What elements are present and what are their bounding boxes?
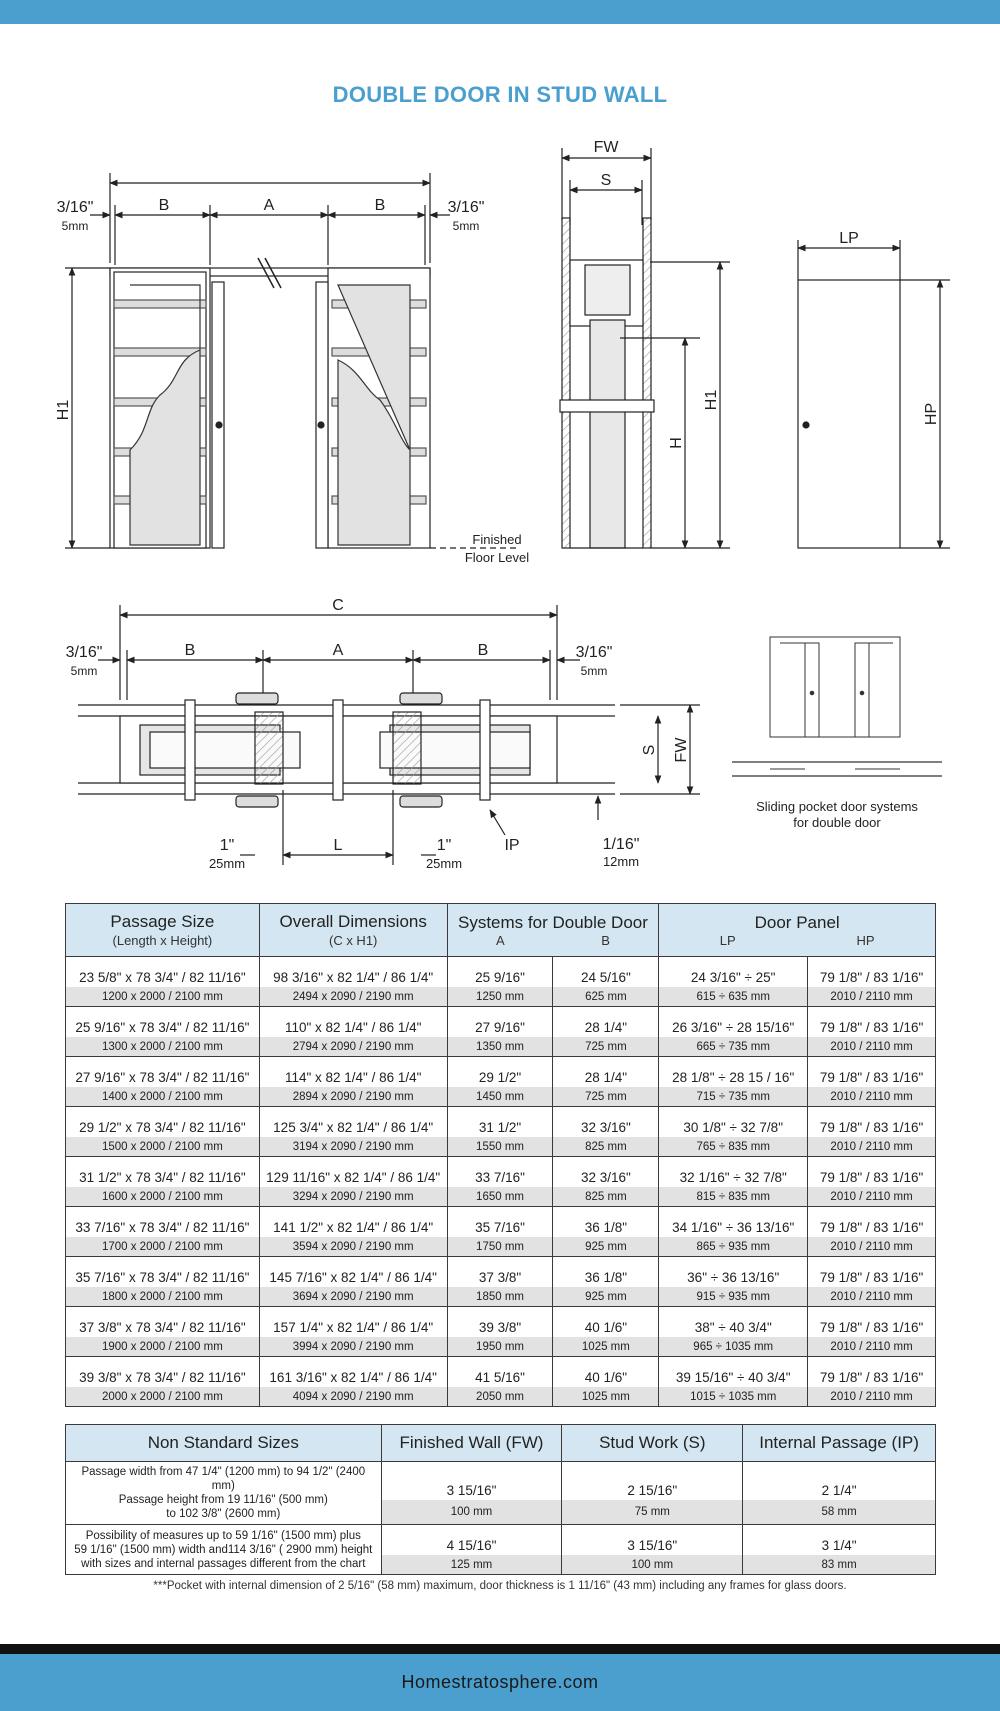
cell-b: 28 1/4" [553, 1057, 659, 1088]
cell-passage-mm: 1700 x 2000 / 2100 mm [66, 1237, 260, 1257]
footer-divider [0, 1644, 1000, 1654]
ns-fw-mm-2: 125 mm [381, 1555, 562, 1575]
cell-hp: 79 1/8" / 83 1/16" [808, 957, 936, 988]
cell-b: 36 1/8" [553, 1207, 659, 1238]
cell-a: 31 1/2" [447, 1107, 553, 1138]
cell-passage: 25 9/16" x 78 3/4" / 82 11/16" [66, 1007, 260, 1038]
spec-table [65, 903, 936, 1407]
cell-lp: 34 1/16" ÷ 36 13/16" [659, 1207, 808, 1238]
cell-lp: 28 1/8" ÷ 28 15 / 16" [659, 1057, 808, 1088]
cell-a-mm: 1350 mm [447, 1037, 553, 1057]
cell-lp-mm: 915 ÷ 935 mm [659, 1287, 808, 1307]
plan-a: A [332, 642, 344, 659]
cell-passage-mm: 1300 x 2000 / 2100 mm [66, 1037, 260, 1057]
plan-left-fraction: 3/16" [65, 644, 103, 661]
cell-passage-mm: 1900 x 2000 / 2100 mm [66, 1337, 260, 1357]
cell-passage-mm: 1500 x 2000 / 2100 mm [66, 1137, 260, 1157]
cell-hp-mm: 2010 / 2110 mm [808, 1337, 936, 1357]
cell-passage: 23 5/8" x 78 3/4" / 82 11/16" [66, 957, 260, 988]
cell-a: 29 1/2" [447, 1057, 553, 1088]
c-label: C [332, 597, 344, 614]
one-inch-left: 1" [219, 837, 235, 854]
cell-a-mm: 1850 mm [447, 1287, 553, 1307]
floor-line2: Floor Level [464, 550, 530, 565]
caption-line2: for double door [793, 815, 881, 830]
cell-a: 35 7/16" [447, 1207, 553, 1238]
left-mm: 5mm [61, 219, 89, 233]
floor-line1: Finished [472, 532, 522, 547]
cell-lp: 39 15/16" ÷ 40 3/4" [659, 1357, 808, 1388]
ns-desc-1: Passage width from 47 1/4" (1200 mm) to 94 1/2" (2400 mm) Passage height from 19 11/16" (500 mm) to 102 3/8" (2600 mm) [66, 1462, 382, 1525]
ns-ip-1: 2 1/4" [743, 1462, 936, 1500]
table-row-mm [66, 987, 936, 1007]
page-title: DOUBLE DOOR IN STUD WALL [332, 82, 668, 107]
l-label: L [333, 837, 343, 854]
cell-overall: 125 3/4" x 82 1/4" / 86 1/4" [259, 1107, 447, 1138]
table-row-mm [66, 1187, 936, 1207]
table-row [66, 1257, 936, 1288]
technical-drawings [0, 120, 1000, 900]
sixteenth-label: 1/16" [602, 836, 640, 853]
cell-lp-mm: 615 ÷ 635 mm [659, 987, 808, 1007]
table-row [66, 1157, 936, 1188]
table-row [66, 957, 936, 988]
cell-overall: 141 1/2" x 82 1/4" / 86 1/4" [259, 1207, 447, 1238]
table-row [66, 1207, 936, 1238]
double-door-thumbnail [732, 637, 942, 776]
footer-site-name[interactable]: Homestratosphere.com [0, 1654, 1000, 1711]
header-overall: Overall Dimensions (C x H1) [259, 904, 447, 957]
fw-label: FW [593, 139, 619, 156]
cell-hp-mm: 2010 / 2110 mm [808, 1087, 936, 1107]
cell-a: 27 9/16" [447, 1007, 553, 1038]
ip-label: IP [504, 837, 520, 854]
table-row [66, 1307, 936, 1338]
cell-overall: 161 3/16" x 82 1/4" / 86 1/4" [259, 1357, 447, 1388]
cell-passage: 37 3/8" x 78 3/4" / 82 11/16" [66, 1307, 260, 1338]
cell-passage: 29 1/2" x 78 3/4" / 82 11/16" [66, 1107, 260, 1138]
ns-header-fw: Finished Wall (FW) [381, 1425, 562, 1462]
section-h1-label: H1 [703, 389, 720, 411]
plan-s-label: S [641, 744, 658, 756]
cell-passage: 35 7/16" x 78 3/4" / 82 11/16" [66, 1257, 260, 1288]
table-row [66, 1357, 936, 1388]
table-row-mm [66, 1237, 936, 1257]
cell-b-mm: 825 mm [553, 1187, 659, 1207]
cell-lp-mm: 965 ÷ 1035 mm [659, 1337, 808, 1357]
cell-overall-mm: 4094 x 2090 / 2190 mm [259, 1387, 447, 1407]
cell-overall-mm: 3994 x 2090 / 2190 mm [259, 1337, 447, 1357]
cell-lp-mm: 765 ÷ 835 mm [659, 1137, 808, 1157]
table-row-mm [66, 1037, 936, 1057]
cell-lp-mm: 665 ÷ 735 mm [659, 1037, 808, 1057]
cell-passage-mm: 1400 x 2000 / 2100 mm [66, 1087, 260, 1107]
cell-passage: 39 3/8" x 78 3/4" / 82 11/16" [66, 1357, 260, 1388]
header-systems: Systems for Double Door A B [447, 904, 659, 957]
cell-hp-mm: 2010 / 2110 mm [808, 1037, 936, 1057]
mm12-label: 12mm [602, 854, 640, 869]
cell-overall-mm: 2794 x 2090 / 2190 mm [259, 1037, 447, 1057]
cell-hp: 79 1/8" / 83 1/16" [808, 1157, 936, 1188]
cell-hp-mm: 2010 / 2110 mm [808, 1287, 936, 1307]
cell-overall: 110" x 82 1/4" / 86 1/4" [259, 1007, 447, 1038]
right-fraction: 3/16" [447, 199, 485, 216]
plan-right-fraction: 3/16" [575, 644, 613, 661]
ns-ip-2: 3 1/4" [743, 1525, 936, 1556]
table-row [66, 1007, 936, 1038]
footnote: ***Pocket with internal dimension of 2 5/16" (58 mm) maximum, door thickness is 1 11/16" (43 mm) including any frames for glass doors. [153, 1580, 847, 1592]
thumbnail-caption [756, 799, 918, 830]
cell-lp: 30 1/8" ÷ 32 7/8" [659, 1107, 808, 1138]
a-label: A [263, 197, 275, 214]
cell-a: 41 5/16" [447, 1357, 553, 1388]
header-panel: Door Panel LP HP [659, 904, 936, 957]
table-row [66, 1107, 936, 1138]
table-row-mm [66, 1087, 936, 1107]
cell-a-mm: 1750 mm [447, 1237, 553, 1257]
mm25-right: 25mm [425, 856, 463, 871]
table-row-mm [66, 1387, 936, 1407]
plan-b-left: B [184, 642, 196, 659]
table-row [66, 1057, 936, 1088]
cell-hp: 79 1/8" / 83 1/16" [808, 1307, 936, 1338]
cell-overall: 129 11/16" x 82 1/4" / 86 1/4" [259, 1157, 447, 1188]
cell-passage-mm: 1600 x 2000 / 2100 mm [66, 1187, 260, 1207]
ns-ip-mm-1: 58 mm [743, 1500, 936, 1525]
cell-b: 40 1/6" [553, 1357, 659, 1388]
ns-s-1: 2 15/16" [562, 1462, 743, 1500]
cell-b-mm: 825 mm [553, 1137, 659, 1157]
cell-b-mm: 1025 mm [553, 1387, 659, 1407]
cell-hp: 79 1/8" / 83 1/16" [808, 1207, 936, 1238]
section-view [560, 148, 730, 548]
cell-overall: 98 3/16" x 82 1/4" / 86 1/4" [259, 957, 447, 988]
top-accent-bar [0, 0, 1000, 24]
cell-lp: 36" ÷ 36 13/16" [659, 1257, 808, 1288]
cell-a-mm: 2050 mm [447, 1387, 553, 1407]
cell-lp: 32 1/16" ÷ 32 7/8" [659, 1157, 808, 1188]
cell-overall: 157 1/4" x 82 1/4" / 86 1/4" [259, 1307, 447, 1338]
cell-b-mm: 1025 mm [553, 1337, 659, 1357]
cell-passage-mm: 1800 x 2000 / 2100 mm [66, 1287, 260, 1307]
cell-lp-mm: 815 ÷ 835 mm [659, 1187, 808, 1207]
table-row-mm [66, 1337, 936, 1357]
cell-a-mm: 1550 mm [447, 1137, 553, 1157]
cell-lp-mm: 865 ÷ 935 mm [659, 1237, 808, 1257]
cell-overall-mm: 3694 x 2090 / 2190 mm [259, 1287, 447, 1307]
cell-hp-mm: 2010 / 2110 mm [808, 1137, 936, 1157]
caption-line1: Sliding pocket door systems [756, 799, 918, 814]
h-label: H [668, 437, 685, 449]
cell-a-mm: 1650 mm [447, 1187, 553, 1207]
cell-overall-mm: 2494 x 2090 / 2190 mm [259, 987, 447, 1007]
cell-lp: 26 3/16" ÷ 28 15/16" [659, 1007, 808, 1038]
cell-b: 32 3/16" [553, 1107, 659, 1138]
cell-hp: 79 1/8" / 83 1/16" [808, 1257, 936, 1288]
lp-label: LP [839, 230, 859, 247]
cell-b: 24 5/16" [553, 957, 659, 988]
plan-fw-label: FW [673, 737, 690, 763]
cell-hp: 79 1/8" / 83 1/16" [808, 1057, 936, 1088]
cell-overall-mm: 2894 x 2090 / 2190 mm [259, 1087, 447, 1107]
ns-fw-mm-1: 100 mm [381, 1500, 562, 1525]
cell-hp: 79 1/8" / 83 1/16" [808, 1107, 936, 1138]
one-inch-right: 1" [436, 837, 452, 854]
cell-b: 32 3/16" [553, 1157, 659, 1188]
ns-ip-mm-2: 83 mm [743, 1555, 936, 1575]
b-label-left: B [158, 197, 170, 214]
cell-passage-mm: 2000 x 2000 / 2100 mm [66, 1387, 260, 1407]
cell-overall-mm: 3294 x 2090 / 2190 mm [259, 1187, 447, 1207]
cell-passage-mm: 1200 x 2000 / 2100 mm [66, 987, 260, 1007]
non-standard-table [65, 1424, 936, 1575]
cell-hp: 79 1/8" / 83 1/16" [808, 1007, 936, 1038]
cell-hp: 79 1/8" / 83 1/16" [808, 1357, 936, 1388]
hp-label: HP [923, 402, 940, 426]
cell-a: 37 3/8" [447, 1257, 553, 1288]
mm25-left: 25mm [208, 856, 246, 871]
cell-lp-mm: 1015 ÷ 1035 mm [659, 1387, 808, 1407]
cell-passage: 27 9/16" x 78 3/4" / 82 11/16" [66, 1057, 260, 1088]
plan-b-right: B [477, 642, 489, 659]
s-label: S [600, 172, 612, 189]
right-mm: 5mm [452, 219, 480, 233]
cell-overall-mm: 3194 x 2090 / 2190 mm [259, 1137, 447, 1157]
cell-b-mm: 925 mm [553, 1237, 659, 1257]
cell-overall: 114" x 82 1/4" / 86 1/4" [259, 1057, 447, 1088]
ns-s-mm-1: 75 mm [562, 1500, 743, 1525]
cell-a: 39 3/8" [447, 1307, 553, 1338]
cell-passage: 33 7/16" x 78 3/4" / 82 11/16" [66, 1207, 260, 1238]
cell-a-mm: 1250 mm [447, 987, 553, 1007]
ns-header-s: Stud Work (S) [562, 1425, 743, 1462]
cell-overall: 145 7/16" x 82 1/4" / 86 1/4" [259, 1257, 447, 1288]
ns-s-2: 3 15/16" [562, 1525, 743, 1556]
cell-b-mm: 925 mm [553, 1287, 659, 1307]
table-row-mm [66, 1287, 936, 1307]
cell-b: 28 1/4" [553, 1007, 659, 1038]
plan-right-mm: 5mm [580, 664, 608, 678]
ns-fw-1: 3 15/16" [381, 1462, 562, 1500]
cell-hp-mm: 2010 / 2110 mm [808, 1187, 936, 1207]
header-passage: Passage Size (Length x Height) [66, 904, 260, 957]
cell-a-mm: 1450 mm [447, 1087, 553, 1107]
cell-passage: 31 1/2" x 78 3/4" / 82 11/16" [66, 1157, 260, 1188]
cell-b-mm: 725 mm [553, 1087, 659, 1107]
plan-left-mm: 5mm [70, 664, 98, 678]
b-label-right: B [374, 197, 386, 214]
cell-hp-mm: 2010 / 2110 mm [808, 987, 936, 1007]
cell-hp-mm: 2010 / 2110 mm [808, 1387, 936, 1407]
door-panel-view [798, 240, 950, 548]
cell-b-mm: 625 mm [553, 987, 659, 1007]
ns-s-mm-2: 100 mm [562, 1555, 743, 1575]
table-row-mm [66, 1137, 936, 1157]
ns-header-ip: Internal Passage (IP) [743, 1425, 936, 1462]
ns-header-sizes: Non Standard Sizes [66, 1425, 382, 1462]
cell-a-mm: 1950 mm [447, 1337, 553, 1357]
cell-lp-mm: 715 ÷ 735 mm [659, 1087, 808, 1107]
h1-label: H1 [55, 399, 72, 421]
cell-b-mm: 725 mm [553, 1037, 659, 1057]
cell-a: 25 9/16" [447, 957, 553, 988]
ns-desc-2: Possibility of measures up to 59 1/16" (1500 mm) plus 59 1/16" (1500 mm) width and114 3/16" ( 2900 mm) height with sizes and internal passages different from the chart [66, 1525, 382, 1575]
cell-b: 40 1/6" [553, 1307, 659, 1338]
cell-lp: 24 3/16" ÷ 25" [659, 957, 808, 988]
ns-fw-2: 4 15/16" [381, 1525, 562, 1556]
cell-hp-mm: 2010 / 2110 mm [808, 1237, 936, 1257]
cell-lp: 38" ÷ 40 3/4" [659, 1307, 808, 1338]
cell-b: 36 1/8" [553, 1257, 659, 1288]
cell-overall-mm: 3594 x 2090 / 2190 mm [259, 1237, 447, 1257]
left-fraction: 3/16" [56, 199, 94, 216]
cell-a: 33 7/16" [447, 1157, 553, 1188]
